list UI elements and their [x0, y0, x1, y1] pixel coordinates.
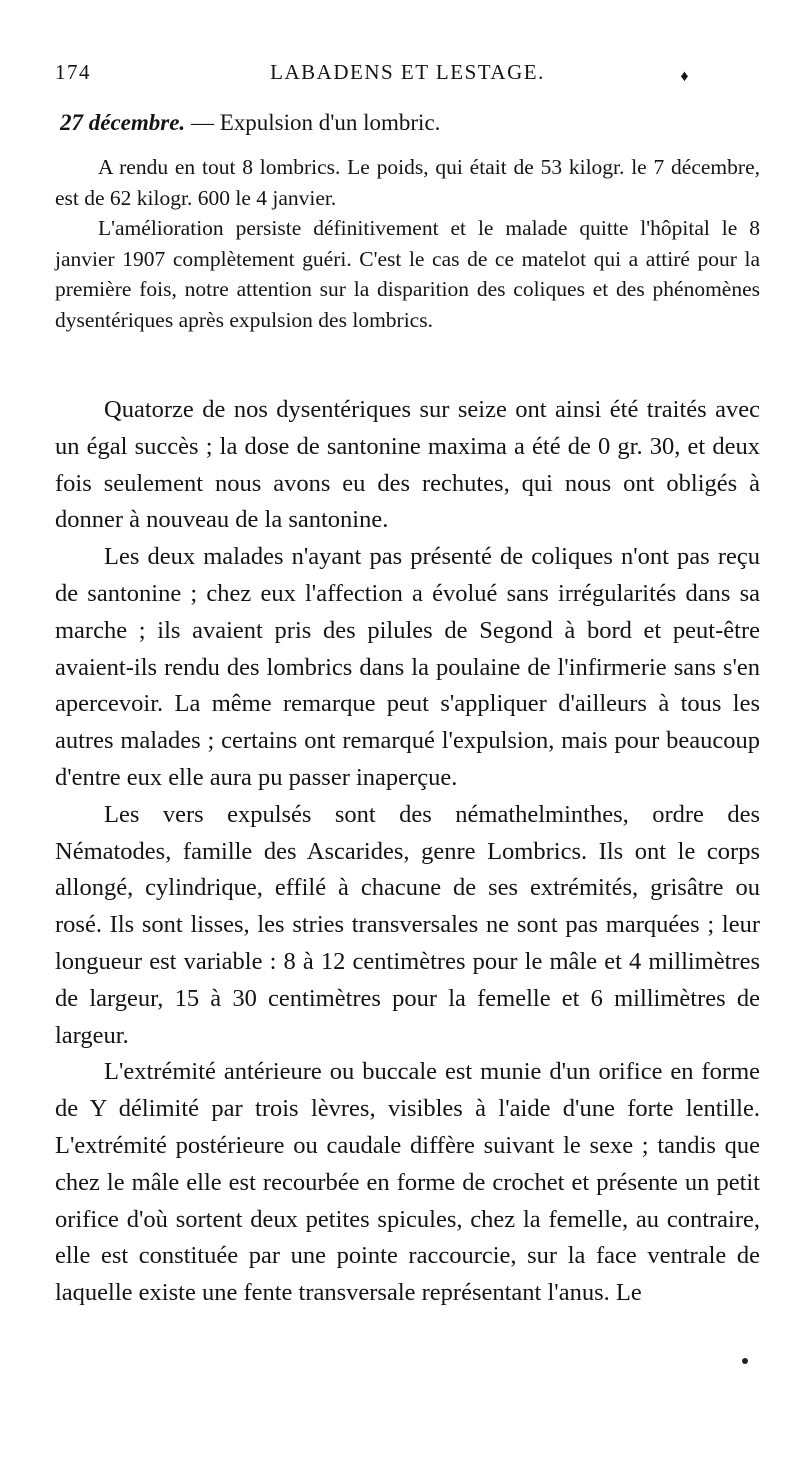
entry-heading — [60, 110, 760, 136]
paragraph: Quatorze de nos dysentériques sur seize ont ainsi été traités avec un égal succès ; la dose de santonine maxima a été de 0 gr. 30, et deux fois seulement nous avons eu des rechutes, qui nous ont obligés à donner à nouveau de la santonine. — [55, 396, 760, 534]
ink-dot — [742, 1358, 748, 1364]
paragraph: Les deux malades n'ayant pas présenté de coliques n'ont pas reçu de santonine ; chez eux l'affection a évolué sans irrégularités dans sa marche ; ils avaient pris des pilules de Segond à bord et peut-être avaient-ils rendu des lombrics dans la poulaine de l'infirmerie sans s'en apercevoir. La même remarque peut s'appliquer d'ailleurs à tous les autres malades ; certains ont remarqué l'expulsion, mais pour beaucoup d'entre eux elle aura pu passer inaperçue. — [55, 543, 760, 791]
ink-mark: ♦ — [680, 68, 690, 85]
paragraph: A rendu en tout 8 lombrics. Le poids, qui était de 53 kilogr. le 7 décembre, est de 62 kilogr. 600 le 4 janvier. — [55, 155, 760, 210]
page-number: 174 — [55, 60, 91, 84]
case-notes — [55, 152, 760, 335]
main-text — [55, 392, 760, 1312]
paragraph: L'amélioration persiste définitivement et le malade quitte l'hôpital le 8 janvier 1907 complètement guéri. C'est le cas de ce matelot qui a attiré pour la première fois, notre attention sur la disparition des coliques et des phénomènes dysentériques après expulsion des lombrics. — [55, 216, 760, 332]
entry-text: — Expulsion d'un lombric. — [185, 110, 441, 135]
entry-date: 27 décembre. — [60, 110, 186, 135]
paragraph: Les vers expulsés sont des némathelminthes, ordre des Nématodes, famille des Ascarides, genre Lombrics. Ils ont le corps allongé, cylindrique, effilé à chacune de ses extrémités, grisâtre ou rosé. Ils sont lisses, les stries transversales ne sont pas marquées ; leur longueur est variable : 8 à 12 centimètres pour le mâle et 4 millimètres de largeur, 15 à 30 centimètres pour la femelle et 6 millimètres de largeur. — [55, 800, 760, 1049]
running-header — [55, 60, 760, 92]
running-title: LABADENS ET LESTAGE. — [270, 60, 545, 84]
paragraph: L'extrémité antérieure ou buccale est munie d'un orifice en forme de Y délimité par trois lèvres, visibles à l'aide d'une forte lentille. L'extrémité postérieure ou caudale diffère suivant le sexe ; tandis que chez le mâle elle est recourbée en forme de crochet et présente un petit orifice d'où sortent deux petites spicules, chez la femelle, au contraire, elle est constituée par une pointe raccourcie, sur la face ventrale de laquelle existe une fente transversale représentant l'anus. Le — [55, 1058, 760, 1307]
